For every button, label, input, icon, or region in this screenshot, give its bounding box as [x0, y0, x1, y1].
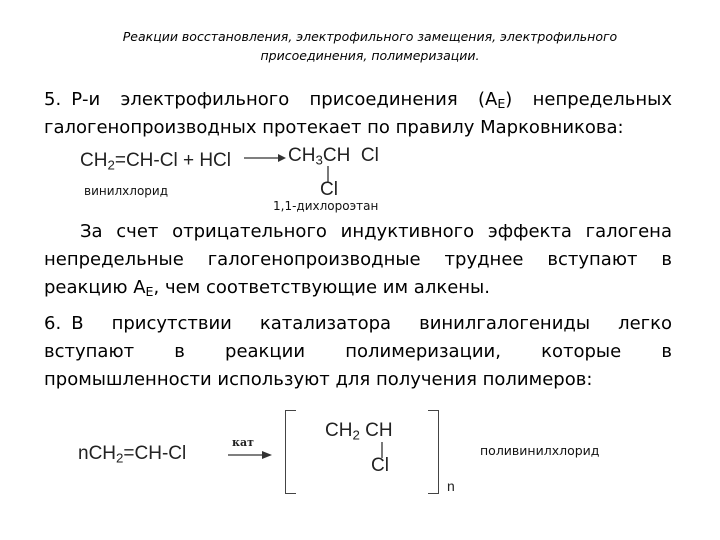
polymer-bracket-right: [428, 410, 439, 494]
product-name-label: 1,1-дихлороэтан: [273, 199, 379, 213]
reaction-2-arrow: [228, 449, 272, 461]
item-number-5: 5.: [44, 89, 62, 110]
paragraph-mid-line-1: За счет отрицательного индуктивного эффекта галогена: [80, 221, 672, 242]
header-line-1: Реакции восстановления, электрофильного замещения, электрофильного: [122, 29, 618, 44]
item-number-6: 6.: [44, 313, 62, 334]
reaction-1-reactants: $CH_2=CH-Cl$ + HCl: [80, 150, 231, 173]
reaction-1-product-cl: Cl: [320, 179, 338, 200]
header-line-2: присоединения, полимеризации.: [260, 48, 480, 63]
paragraph-5-line-2: галогенопроизводных протекает по правилу Марковникова:: [44, 117, 624, 138]
paragraph-6-line-2: вступают в реакции полимеризации, которые в: [44, 341, 672, 362]
polymer-bracket-left: [285, 410, 296, 494]
polymer-unit-chain: $CH_2$ CH: [325, 420, 393, 443]
paragraph-mid-line-2: непредельные галогенопроизводные труднее вступают в: [44, 249, 672, 270]
paragraph-mid-line-3: реакцию $А_E$, чем соответствующие им алкены.: [44, 277, 490, 300]
reaction-1-product: $CH_3CH$ Cl: [288, 145, 379, 168]
reaction-2-reactant: nCH$_2$=CH-Cl: [78, 443, 187, 466]
polymer-subscript-n: n: [447, 478, 455, 494]
reactant-name-label: винилхлорид: [84, 184, 169, 198]
paragraph-6-line-1: 6. В присутствии катализатора винилгалогениды легко: [44, 313, 672, 334]
paragraph-6-line-3: промышленности используют для получения полимеров:: [44, 369, 593, 390]
catalyst-label: кат: [232, 436, 254, 449]
reaction-1-arrow: [244, 152, 286, 164]
paragraph-5-line-1: 5. Р-и электрофильного присоединения $(А_E)$ непредельных: [44, 89, 672, 112]
slide-header: [90, 27, 650, 65]
polymer-name-label: поливинилхлорид: [480, 443, 600, 458]
polymer-unit-cl: Cl: [371, 455, 389, 476]
